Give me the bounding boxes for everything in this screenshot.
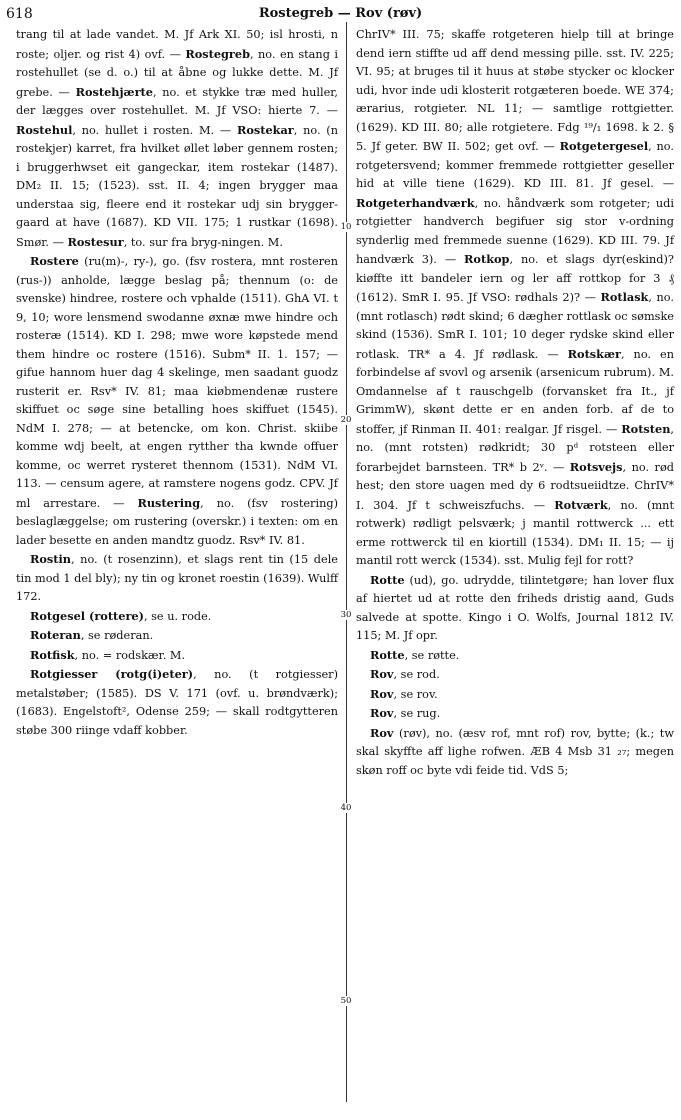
line-number: 40 — [336, 803, 356, 813]
headword: Rustering — [137, 495, 201, 510]
headword: Rotgiesser (rotg(i)eter) — [30, 667, 194, 681]
headword: Rov — [370, 706, 394, 720]
entry-paragraph — [16, 550, 338, 607]
headword: Rostehjærte — [75, 84, 153, 99]
entry-paragraph — [356, 704, 674, 724]
entry-text: , se rod. — [393, 668, 440, 681]
entry-text: , no. = rodskær. M. — [74, 648, 186, 662]
headword: Rotte — [370, 572, 405, 587]
entry-text: , no. (mnt rotwerk) rødligt pelsværk; j mantil rottwerck ... ett erme rottwerck til en kiortill (1534). DM₁ II. 15; — ij mantil rott werck (1534). sst. Mulig fejl for rott? — [356, 498, 674, 567]
entry-text: , no. et stykke træ med huller, der lægges over rostehullet. M. Jf VSO: hierte 7. — — [16, 85, 339, 117]
entry-text: , no. håndværk som rotgeter; udi rotgietter handverch begifuer sig stor v-ordning synderlig med fremmede suenne (1629). KD III. 79. Jf handværk 3). — — [356, 196, 674, 266]
entry-text: , no. hullet i rosten. M. — — [72, 123, 237, 137]
headword: Rostekar — [236, 122, 294, 137]
headword: Rotgeterhandværk — [356, 195, 475, 210]
entry-text: ChrIV* III. 75; skaffe rotgeteren hielp till at bringe dend iern stiffte ud aff dend messing pille. sst. IV. 225; VI. 95; at bruges til it huus at støbe stycker oc klocker udi, hvor inde udi klosterit rotgæteren boede. WE 374; ærarius, rotgieter. NL 11; — samtlige rottgietter. (1629). KD III. 80; alle rotgietere. Fdg ¹⁹/₁ 1698. k 2. § 5. Jf geter. BW II. 502; get ovf. — — [356, 28, 674, 153]
entry-paragraph — [16, 607, 338, 627]
entry-text: , no. (fsv rostering) beslaglæggelse; om rustering (overskr.) i texten: om en lader besette en anden mandtz guodz. Rsv* IV. 81. — [16, 496, 338, 547]
line-number: 10 — [336, 222, 356, 232]
entry-text: , no. (mnt rotsten) rødkridt; 30 pᵈ rotsteen eller forarbejdet barnsteen. TR* b 2ᵛ. — — [356, 422, 674, 474]
headword: Rotsvejs — [569, 459, 623, 474]
headword: Rotlask — [600, 290, 649, 304]
left-column — [16, 26, 338, 740]
line-number: 30 — [336, 610, 356, 620]
headword: Rotsten — [621, 421, 671, 436]
entry-paragraph — [356, 26, 674, 571]
entry-text: , se rug. — [393, 707, 441, 720]
headword: Rotgesel (rottere) — [30, 608, 144, 623]
entry-paragraph — [16, 252, 338, 550]
entry-text: , se røderan. — [80, 629, 154, 642]
entry-text: , no. rød hest; den store uagen med dy 6 rodtsueiidtze. ChrIV* I. 304. Jf t schweiszfuchs. — — [356, 460, 674, 512]
entry-text: trang til at lade vandet. M. Jf Ark XI. 50; isl hrosti, n roste; oljer. og rist 4) ovf. — — [16, 28, 338, 61]
headword: Rotværk — [554, 497, 608, 512]
entry-text: , no. (t rosenzinn), et slags rent tin (15 dele tin mod 1 del bly); ny tin og kronet roestin (1639). Wulff 172. — [16, 553, 338, 603]
line-number: 20 — [336, 415, 356, 425]
entry-text: , to. sur fra bryg-ningen. M. — [123, 235, 283, 249]
entry-text: (ru(m)-, ry-), go. (fsv rostera, mnt rosteren (rus-)) anholde, lægge beslag på; thennum (o: de svenske) hindree, rostere och vphalde (1511). GhA VI. t 9, 10; wore lensmend swodanne øxnæ mwe hindre och rosteræ (1514). KD I. 298; mwe wore køpstede mend them hindre oc rostere (1516). Subm* II. 1. 157; — gifue hannom huer dag 4 skelinge, men saadant guodz rusterit er. Rsv* IV. 81; maa kiøbmendenæ rustere skiffuet oc søge sine betalling hoes skiffuet (1545). NdM I. 278; — at betencke, om kon. Christ. skiibe komme wdj beelt, at engen rytther tha kwnde offuer komme, oc werret rysteret thennom (1531). NdM VI. 113. — censum agere, at ramstere nogens godz. CPV. Jf ml arrestare. — — [16, 255, 338, 510]
headword: Rostin — [30, 552, 72, 566]
entry-text: , se røtte. — [404, 648, 460, 662]
headword: Rostere — [30, 254, 79, 268]
entry-paragraph — [356, 571, 674, 646]
entry-text: , no. (mnt rotlasch) rødt skind; 6 dægher rottlask oc sømske skind (1536). SmR I. 101; 10 deger rydske skind eller rotlask. TR* a 4. Jf rødlask. — — [356, 291, 674, 361]
headword: Rostesur — [67, 234, 124, 249]
entry-text: , no. et slags dyr(eskind)? kiøffte itt bandeler iern og ler aff rottkop for 3 ₰ (1612). SmR I. 95. Jf VSO: rødhals 2)? — — [356, 253, 674, 304]
headword: Rov — [370, 725, 394, 740]
entry-paragraph — [16, 665, 338, 740]
line-number: 50 — [336, 996, 356, 1006]
headword: Rotkop — [464, 252, 510, 266]
column-divider — [346, 22, 347, 1102]
headword: Rov — [370, 686, 394, 701]
headword: Rov — [370, 667, 394, 681]
headword: Rostegreb — [185, 46, 250, 61]
headword: Rostehul — [16, 122, 73, 137]
entry-paragraph — [356, 665, 674, 685]
headword: Rotfisk — [30, 647, 75, 662]
entry-text: , no. rotgetersvend; kommer fremmede rottgietter geseller hid at ville tiene (1629). KD III. 81. Jf gesel. — — [356, 140, 674, 190]
entry-text: , no. (t rotgiesser) metalstøber; (1585). DS V. 171 (ovf. u. brøndværk); (1683). Engelstoft², Odense 259; — skall rodtgytteren støbe 300 riinge vdaff kobber. — [16, 668, 338, 737]
headword: Rotte — [370, 647, 405, 662]
entry-text: , no. en stang i rostehullet (se d. o.) til at åbne og lukke dette. M. Jf grebe. — — [16, 47, 338, 99]
entry-paragraph — [356, 685, 674, 705]
entry-text: , no. (n rostekjer) karret, fra hvilket øllet løber gennem rosten; i bruggerhwset eit gangeckar, item rostekar (1487). DM₂ II. 15; (1523). sst. II. 4; ingen brygger maa understaa sig, fleere end it rostekar udj sin brygger-gaard at have (1687). KD VII. 175; 1 rustkar (1698). Smør. — — [16, 123, 338, 249]
right-column — [356, 26, 674, 780]
entry-text: , no. en forbindelse af svovl og arsenik (arsenicum rubrum). M. Omdannelse af t rauschgelb (forvansket fra It., jf GrimmW), skønt dette er en anden forb. af de to stoffer, jf Rinman II. 401: realgar. Jf risgel. — — [356, 347, 674, 436]
running-head: Rostegreb — Rov (røv) — [258, 6, 423, 21]
entry-text: (røv), no. (æsv rof, mnt rof) rov, bytte; (k.; tw skal skyffte aff lighe rofwen. ÆB 4 Msb 31 ₂₇; megen skøn roff oc byte vdi feide tid. VdS 5; — [356, 726, 674, 777]
headword: Rotskær — [567, 346, 621, 361]
page-number: 618 — [6, 6, 33, 22]
headword: Rotgetergesel — [559, 139, 649, 153]
entry-paragraph — [356, 646, 674, 666]
entry-paragraph — [16, 646, 338, 666]
headword: Roteran — [30, 628, 81, 642]
entry-text: , se rov. — [393, 687, 438, 701]
entry-text: , se u. rode. — [143, 609, 212, 623]
entry-paragraph — [16, 26, 338, 252]
entry-paragraph — [16, 626, 338, 646]
entry-paragraph — [356, 724, 674, 781]
entry-text: (ud), go. udrydde, tilintetgøre; han lover flux af hiertet ud at rotte den friheds dristig aand, Guds salvede at spotte. Kingo i O. Wolfs, Journal 1812 IV. 115; M. Jf opr. — [356, 573, 674, 642]
